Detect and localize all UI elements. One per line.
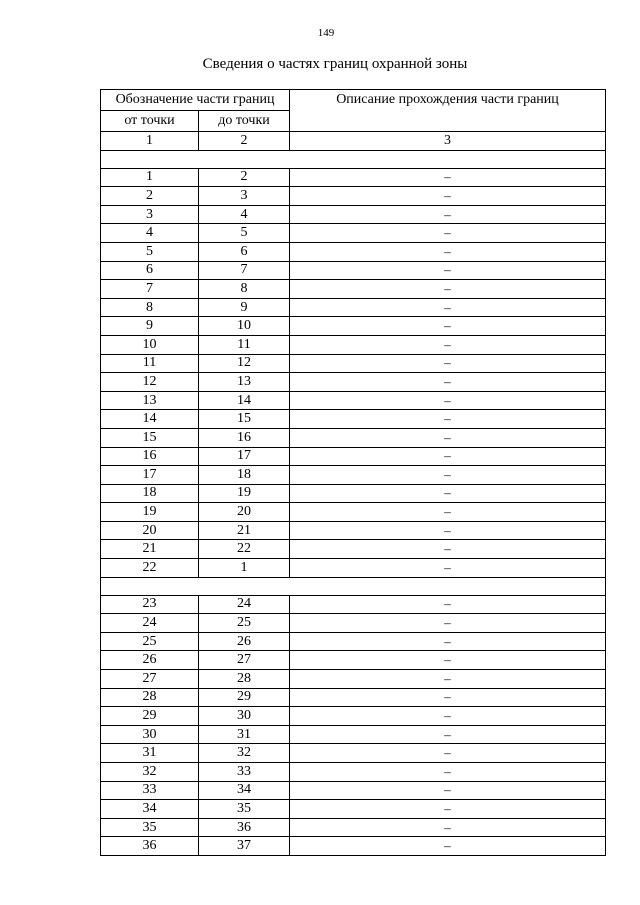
- to-point-cell: 31: [199, 725, 290, 744]
- description-cell: –: [290, 744, 606, 763]
- table-row: [101, 242, 606, 261]
- description-cell: –: [290, 818, 606, 837]
- table-row: [101, 763, 606, 782]
- to-point-cell: 5: [199, 224, 290, 243]
- description-cell: –: [290, 707, 606, 726]
- to-point-cell: 17: [199, 447, 290, 466]
- section-separator-cell: [101, 150, 606, 168]
- table-row: [101, 428, 606, 447]
- table-row: [101, 224, 606, 243]
- description-cell: –: [290, 466, 606, 485]
- description-cell: –: [290, 670, 606, 689]
- table-row: [101, 298, 606, 317]
- from-point-cell: 7: [101, 280, 199, 299]
- from-point-cell: 34: [101, 800, 199, 819]
- from-point-cell: 17: [101, 466, 199, 485]
- table-row: [101, 725, 606, 744]
- table-row: [101, 466, 606, 485]
- from-point-cell: 19: [101, 503, 199, 522]
- to-point-cell: 12: [199, 354, 290, 373]
- from-point-cell: 3: [101, 205, 199, 224]
- description-cell: –: [290, 503, 606, 522]
- description-cell: –: [290, 317, 606, 336]
- table-row: [101, 614, 606, 633]
- to-point-cell: 32: [199, 744, 290, 763]
- table-row: [101, 521, 606, 540]
- to-point-cell: 7: [199, 261, 290, 280]
- column-number: 1: [101, 132, 199, 151]
- to-point-cell: 24: [199, 595, 290, 614]
- to-point-cell: 18: [199, 466, 290, 485]
- description-cell: –: [290, 540, 606, 559]
- table-row: [101, 168, 606, 187]
- to-point-cell: 35: [199, 800, 290, 819]
- description-cell: –: [290, 559, 606, 578]
- from-point-cell: 1: [101, 168, 199, 187]
- to-point-cell: 36: [199, 818, 290, 837]
- from-point-cell: 22: [101, 559, 199, 578]
- description-cell: –: [290, 280, 606, 299]
- table-row: [101, 410, 606, 429]
- header-from-point: от точки: [101, 111, 199, 132]
- to-point-cell: 15: [199, 410, 290, 429]
- from-point-cell: 9: [101, 317, 199, 336]
- to-point-cell: 13: [199, 373, 290, 392]
- description-cell: –: [290, 261, 606, 280]
- description-cell: –: [290, 168, 606, 187]
- to-point-cell: 21: [199, 521, 290, 540]
- to-point-cell: 22: [199, 540, 290, 559]
- from-point-cell: 16: [101, 447, 199, 466]
- from-point-cell: 2: [101, 187, 199, 206]
- table-row: [101, 670, 606, 689]
- from-point-cell: 14: [101, 410, 199, 429]
- section-separator-cell: [101, 577, 606, 595]
- description-cell: –: [290, 781, 606, 800]
- description-cell: –: [290, 800, 606, 819]
- table-body: [101, 150, 606, 855]
- table-row: [101, 651, 606, 670]
- description-cell: –: [290, 335, 606, 354]
- description-cell: –: [290, 651, 606, 670]
- from-point-cell: 36: [101, 837, 199, 856]
- column-number: 3: [290, 132, 606, 151]
- to-point-cell: 10: [199, 317, 290, 336]
- description-cell: –: [290, 763, 606, 782]
- description-cell: –: [290, 224, 606, 243]
- from-point-cell: 24: [101, 614, 199, 633]
- from-point-cell: 8: [101, 298, 199, 317]
- table-row: [101, 595, 606, 614]
- description-cell: –: [290, 521, 606, 540]
- from-point-cell: 31: [101, 744, 199, 763]
- from-point-cell: 29: [101, 707, 199, 726]
- description-cell: –: [290, 410, 606, 429]
- description-cell: –: [290, 354, 606, 373]
- from-point-cell: 30: [101, 725, 199, 744]
- boundary-parts-table: [100, 89, 606, 856]
- section-separator-row: [101, 150, 606, 168]
- from-point-cell: 35: [101, 818, 199, 837]
- to-point-cell: 37: [199, 837, 290, 856]
- page-number: 149: [317, 27, 335, 39]
- table-row: [101, 503, 606, 522]
- table-row: [101, 559, 606, 578]
- page-title: Сведения о частях границ охранной зоны: [202, 56, 468, 72]
- section-separator-row: [101, 577, 606, 595]
- from-point-cell: 12: [101, 373, 199, 392]
- to-point-cell: 16: [199, 428, 290, 447]
- header-boundary-designation: Обозначение части границ: [101, 90, 290, 111]
- description-cell: –: [290, 614, 606, 633]
- table-row: [101, 707, 606, 726]
- column-numbers-row: [101, 132, 606, 151]
- from-point-cell: 25: [101, 632, 199, 651]
- table-row: [101, 205, 606, 224]
- description-cell: –: [290, 688, 606, 707]
- description-cell: –: [290, 391, 606, 410]
- table-row: [101, 744, 606, 763]
- table-row: [101, 800, 606, 819]
- table-row: [101, 540, 606, 559]
- table-row: [101, 373, 606, 392]
- to-point-cell: 27: [199, 651, 290, 670]
- header-description: Описание прохождения части границ: [290, 90, 606, 132]
- from-point-cell: 11: [101, 354, 199, 373]
- to-point-cell: 8: [199, 280, 290, 299]
- to-point-cell: 3: [199, 187, 290, 206]
- from-point-cell: 15: [101, 428, 199, 447]
- from-point-cell: 21: [101, 540, 199, 559]
- column-number: 2: [199, 132, 290, 151]
- table-row: [101, 818, 606, 837]
- to-point-cell: 1: [199, 559, 290, 578]
- boundary-table-wrapper: [100, 89, 606, 856]
- table-row: [101, 187, 606, 206]
- table-row: [101, 447, 606, 466]
- table-row: [101, 781, 606, 800]
- table-row: [101, 837, 606, 856]
- from-point-cell: 32: [101, 763, 199, 782]
- from-point-cell: 26: [101, 651, 199, 670]
- from-point-cell: 6: [101, 261, 199, 280]
- table-row: [101, 335, 606, 354]
- to-point-cell: 19: [199, 484, 290, 503]
- description-cell: –: [290, 205, 606, 224]
- to-point-cell: 9: [199, 298, 290, 317]
- table-row: [101, 317, 606, 336]
- to-point-cell: 11: [199, 335, 290, 354]
- description-cell: –: [290, 242, 606, 261]
- from-point-cell: 20: [101, 521, 199, 540]
- to-point-cell: 6: [199, 242, 290, 261]
- to-point-cell: 28: [199, 670, 290, 689]
- description-cell: –: [290, 595, 606, 614]
- header-to-point: до точки: [199, 111, 290, 132]
- from-point-cell: 18: [101, 484, 199, 503]
- table-header: [101, 90, 606, 151]
- description-cell: –: [290, 837, 606, 856]
- description-cell: –: [290, 298, 606, 317]
- table-row: [101, 484, 606, 503]
- to-point-cell: 20: [199, 503, 290, 522]
- table-row: [101, 280, 606, 299]
- to-point-cell: 29: [199, 688, 290, 707]
- description-cell: –: [290, 428, 606, 447]
- table-row: [101, 688, 606, 707]
- to-point-cell: 30: [199, 707, 290, 726]
- to-point-cell: 26: [199, 632, 290, 651]
- description-cell: –: [290, 632, 606, 651]
- to-point-cell: 2: [199, 168, 290, 187]
- description-cell: –: [290, 187, 606, 206]
- description-cell: –: [290, 447, 606, 466]
- to-point-cell: 14: [199, 391, 290, 410]
- description-cell: –: [290, 373, 606, 392]
- table-row: [101, 354, 606, 373]
- from-point-cell: 4: [101, 224, 199, 243]
- description-cell: –: [290, 725, 606, 744]
- from-point-cell: 23: [101, 595, 199, 614]
- to-point-cell: 34: [199, 781, 290, 800]
- from-point-cell: 28: [101, 688, 199, 707]
- from-point-cell: 13: [101, 391, 199, 410]
- from-point-cell: 27: [101, 670, 199, 689]
- to-point-cell: 4: [199, 205, 290, 224]
- description-cell: –: [290, 484, 606, 503]
- from-point-cell: 10: [101, 335, 199, 354]
- table-row: [101, 632, 606, 651]
- table-row: [101, 391, 606, 410]
- to-point-cell: 25: [199, 614, 290, 633]
- table-row: [101, 261, 606, 280]
- from-point-cell: 33: [101, 781, 199, 800]
- from-point-cell: 5: [101, 242, 199, 261]
- to-point-cell: 33: [199, 763, 290, 782]
